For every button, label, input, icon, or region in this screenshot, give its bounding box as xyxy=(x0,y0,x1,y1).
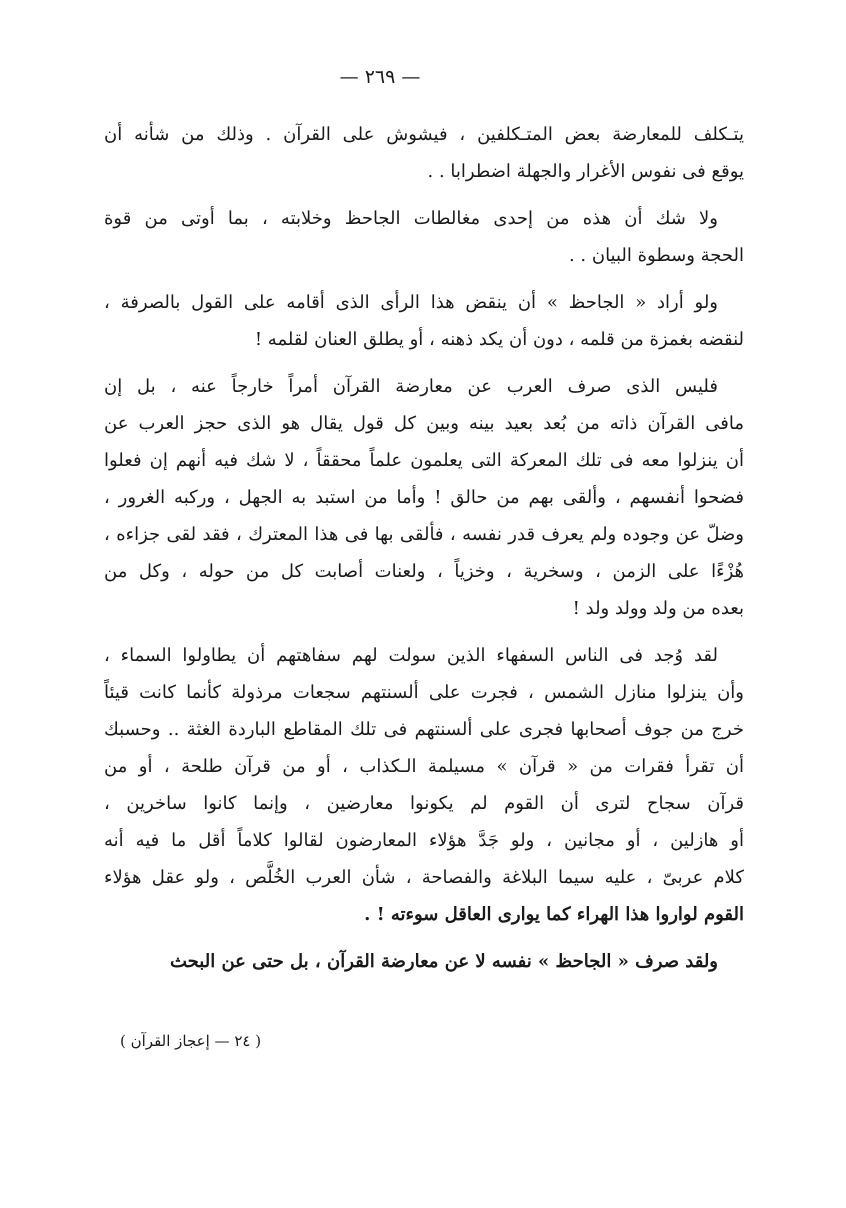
paragraph xyxy=(104,943,744,980)
text-line: وضلّ عن وجوده ولم يعرف قدر نفسه ، فألقى بها فى هذا المعترك ، فقد لقى جزاءه ، xyxy=(104,524,744,545)
text-line: وأن ينزلوا منازل الشمس ، فجرت على ألسنتهم سجعات مرذولة كأنما كانت قيئاً xyxy=(104,682,744,703)
text-line: أو هازلين ، أو مجانين ، ولو جَدَّ هؤلاء المعارضون لقالوا كلاماً أقل ما فيه أنه xyxy=(104,830,744,851)
text-line: القوم لواروا هذا الهراء كما يوارى العاقل سوءته ! . xyxy=(364,904,744,925)
body-text xyxy=(104,116,744,980)
paragraph xyxy=(104,116,744,190)
text-line: كلام عربىّ ، عليه سيما البلاغة والفصاحة ، شأن العرب الخُلَّص ، ولو عقل هؤلاء xyxy=(104,867,744,888)
text-line: لنقضه بغمزة من قلمه ، دون أن يكد ذهنه ، أو يطلق العنان لقلمه ! xyxy=(254,329,744,350)
text-line: خرج من جوف أصحابها فجرى على ألسنتهم فى تلك المقاطع الباردة الغثة .. وحسبك xyxy=(104,719,744,740)
paragraph xyxy=(104,200,744,274)
paragraph xyxy=(104,637,744,933)
text-line: الحجة وسطوة البيان . . xyxy=(568,245,744,266)
text-line: فليس الذى صرف العرب عن معارضة القرآن أمراً خارجاً عنه ، بل إن xyxy=(104,376,718,397)
text-line: بعده من ولد وولد ولد ! xyxy=(572,598,744,619)
text-line: أن تقرأ فقرات من « قرآن » مسيلمة الـكذاب ، أو من قرآن طلحة ، أو من xyxy=(104,756,744,777)
signature-mark: ( ٢٤ — إعجاز القرآن ) xyxy=(120,1032,262,1050)
text-line: ولا شك أن هذه من إحدى مغالطات الجاحظ وخلابته ، بما أوتى من قوة xyxy=(104,208,718,229)
text-line: ولقد صرف « الجاحظ » نفسه لا عن معارضة القرآن ، بل حتى عن البحث xyxy=(169,951,718,972)
text-line: يوقع فى نفوس الأغرار والجهلة اضطرابا . . xyxy=(427,161,744,182)
text-line: فضحوا أنفسهم ، وألقى بهم من حالق ! وأما من استبد به الجهل ، وركبه الغرور ، xyxy=(104,487,744,508)
text-line: مافى القرآن ذاته من بُعد بعيد بينه وبين كل قول يقال هو الذى حجز العرب عن xyxy=(104,413,744,434)
paragraph xyxy=(104,284,744,358)
paragraph xyxy=(104,368,744,627)
text-line: أن ينزلوا معه فى تلك المعركة التى يعلمون علماً محققاً ، لا شك فيه أنهم إن فعلوا xyxy=(104,450,744,471)
page-number: — ٢٦٩ — xyxy=(339,66,421,88)
text-line: يتـكلف للمعارضة بعض المتـكلفين ، فيشوش على القرآن . وذلك من شأنه أن xyxy=(104,124,744,145)
text-line: لقد وُجد فى الناس السفهاء الذين سولت لهم سفاهتهم أن يطاولوا السماء ، xyxy=(104,645,718,666)
text-line: هُزْءًا على الزمن ، وسخرية ، وخزياً ، ولعنات أصابت كل من حوله ، وكل من xyxy=(104,561,744,582)
text-line: قرآن سجاح لترى أن القوم لم يكونوا معارضين ، وإنما كانوا ساخرين ، xyxy=(104,793,744,814)
text-line: ولو أراد « الجاحظ » أن ينقض هذا الرأى الذى أقامه على القول بالصرفة ، xyxy=(104,292,718,313)
